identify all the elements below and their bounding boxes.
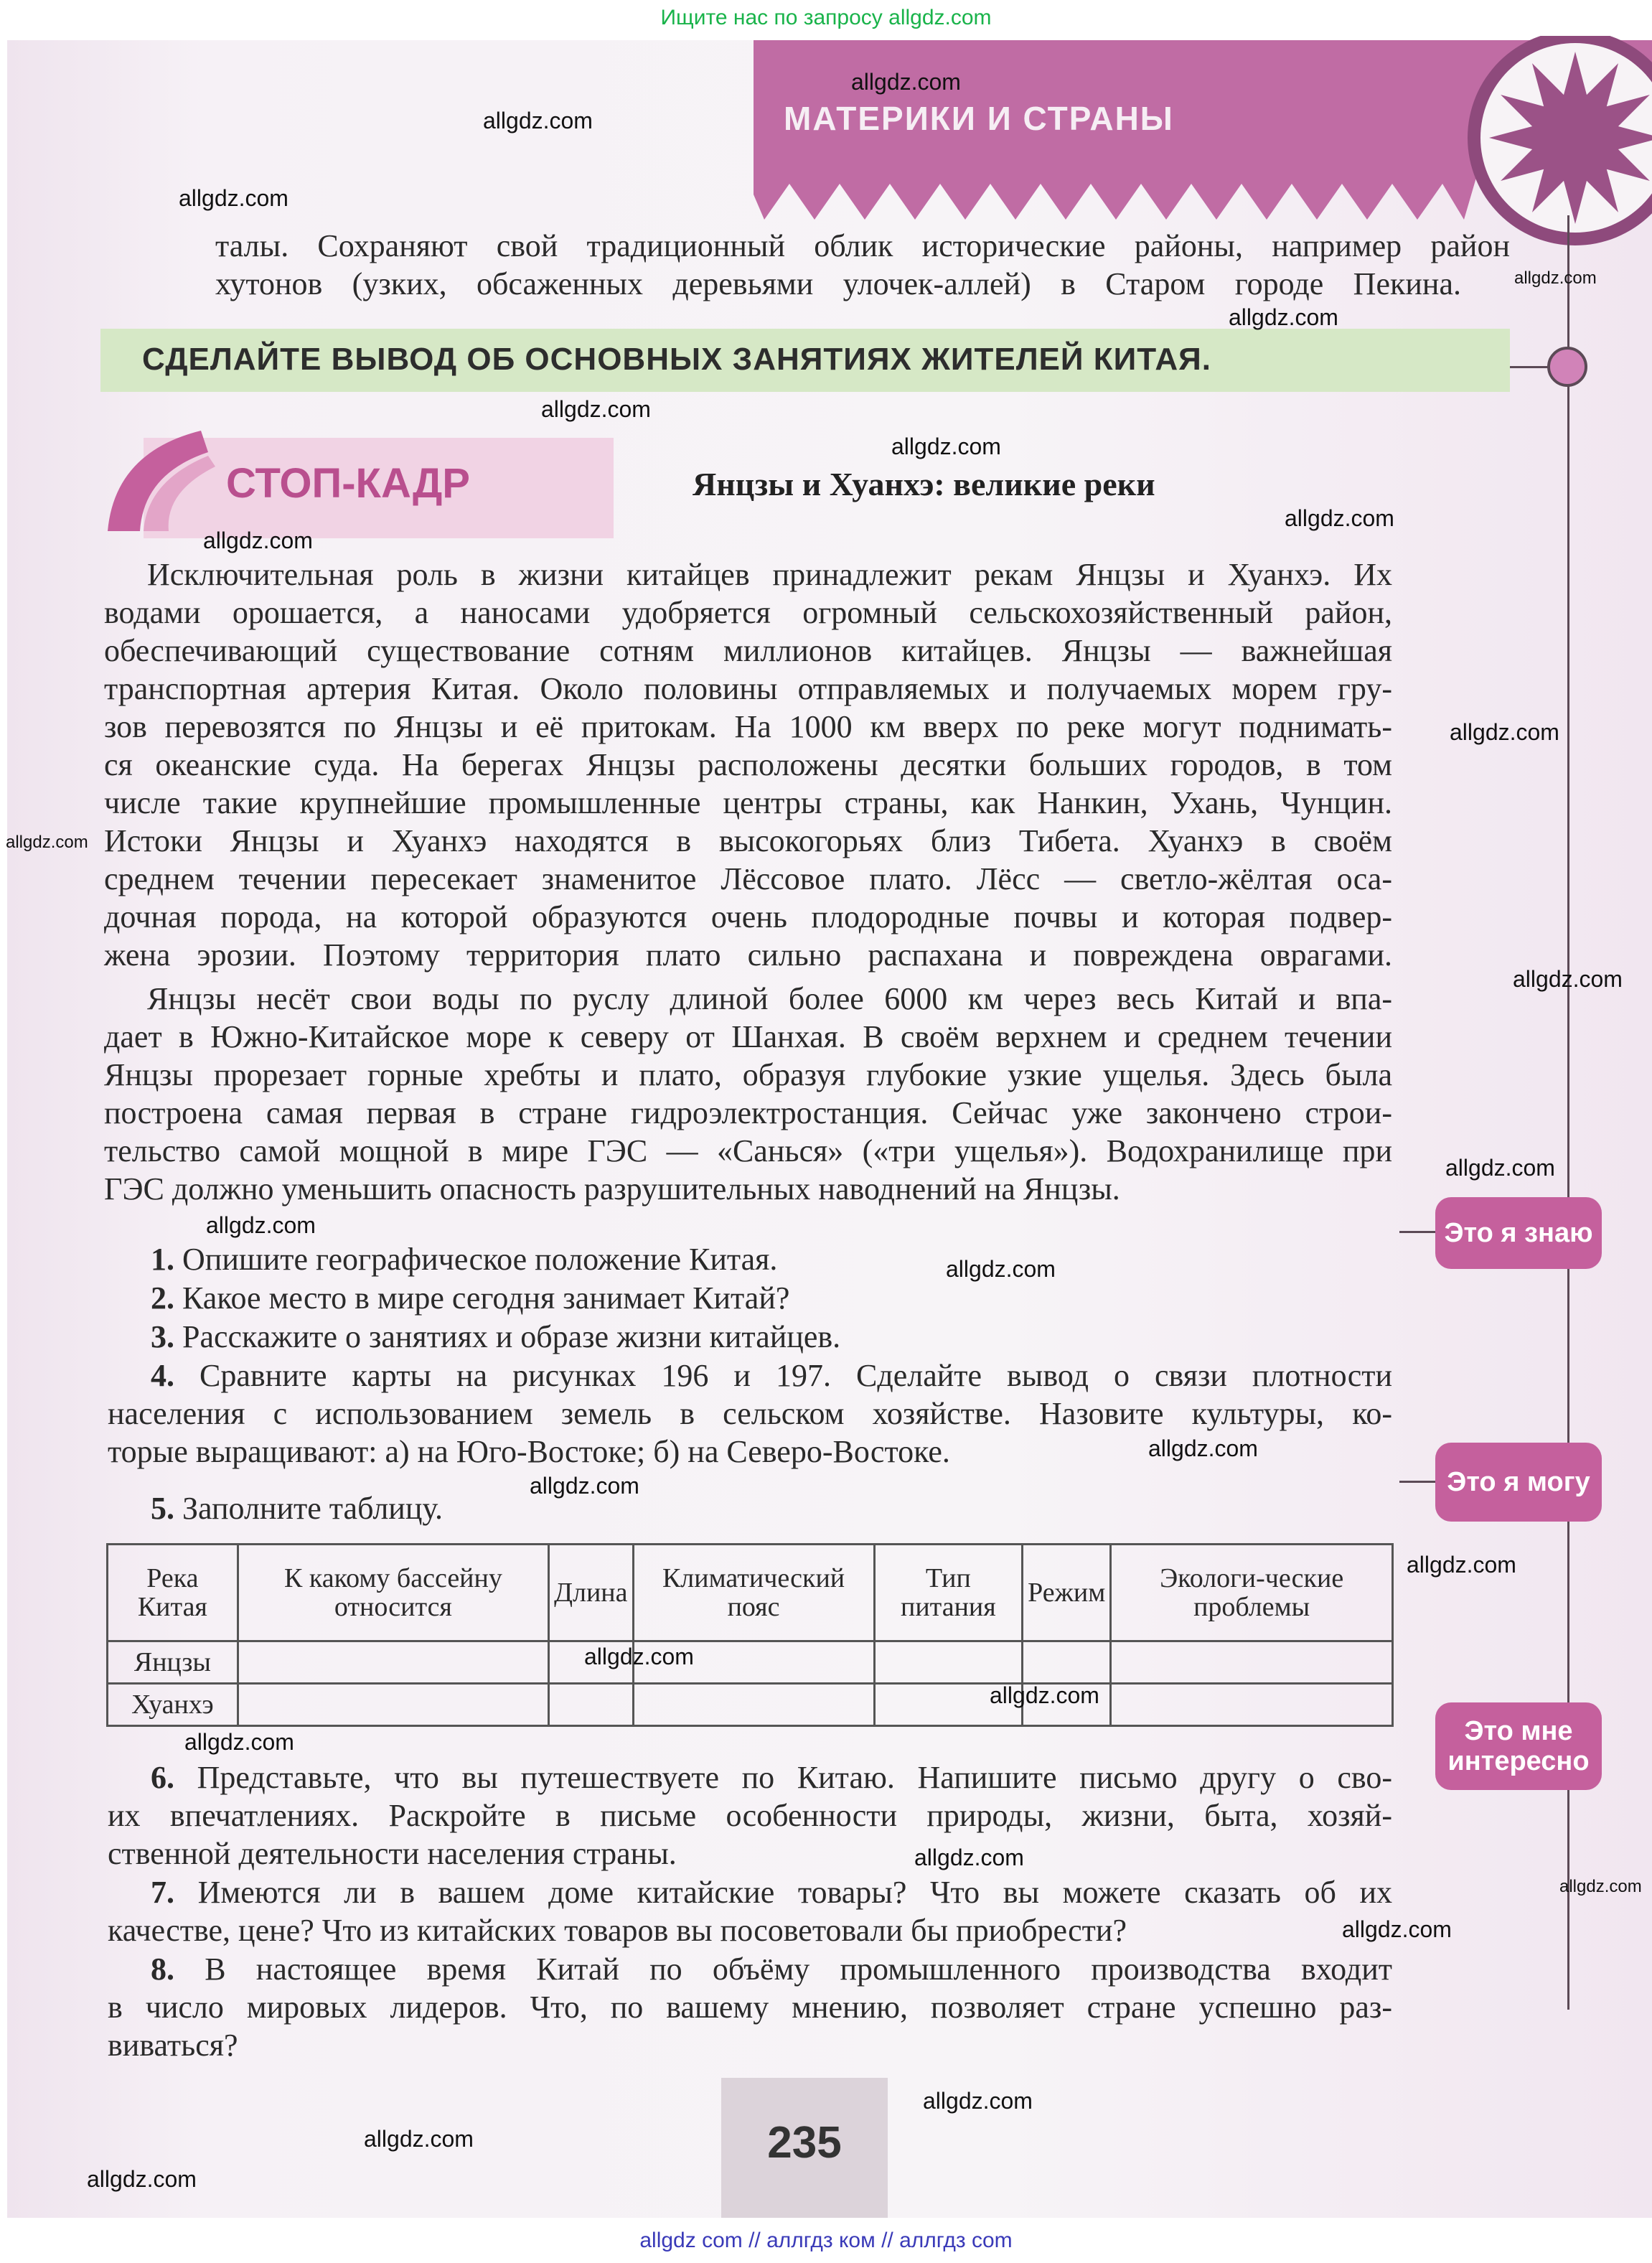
table-cell bbox=[549, 1684, 633, 1726]
task-bar bbox=[100, 329, 1510, 392]
watermark: allgdz.com bbox=[1450, 719, 1559, 745]
watermark: allgdz.com bbox=[923, 2088, 1033, 2114]
table-cell bbox=[238, 1684, 548, 1726]
table-header: Тип питания bbox=[874, 1545, 1023, 1641]
watermark: allgdz.com bbox=[1445, 1155, 1555, 1181]
paragraph-line: дает в Южно-Китайское море к северу от Шанхая. В своём верхнем и среднем течении bbox=[104, 1019, 1392, 1054]
intro-line: талы. Сохраняют свой традиционный облик исторические районы, например район bbox=[215, 228, 1510, 263]
question-text: Опишите географическое положение Китая. bbox=[182, 1242, 778, 1277]
watermark: allgdz.com bbox=[87, 2166, 197, 2192]
table-cell: Хуанхэ bbox=[108, 1684, 238, 1726]
star-emblem-icon bbox=[1450, 36, 1652, 258]
question-line bbox=[151, 1758, 1392, 1796]
page-number: 235 bbox=[767, 2118, 842, 2168]
table-header: Режим bbox=[1023, 1545, 1111, 1641]
question-line bbox=[151, 1950, 1392, 1988]
watermark: allgdz.com bbox=[179, 185, 288, 211]
question-line bbox=[108, 1835, 677, 1873]
question-line bbox=[151, 1279, 789, 1317]
chapter-title: МАТЕРИКИ И СТРАНЫ bbox=[784, 100, 1174, 137]
watermark: allgdz.com bbox=[530, 1473, 639, 1499]
tab-eto-mne-interesno[interactable]: Это мне интересно bbox=[1435, 1702, 1602, 1790]
paragraph-line: среднем течении пересекает знаменитое Лёссовое плато. Лёсс — светло-жёлтая оса- bbox=[104, 861, 1392, 896]
watermark: allgdz.com bbox=[1148, 1435, 1258, 1461]
table-header: Климатический пояс bbox=[633, 1545, 874, 1641]
paragraph-line: ГЭС должно уменьшить опасность разрушительных наводнений на Янцзы. bbox=[104, 1171, 1120, 1207]
task-bar-text: СДЕЛАЙТЕ ВЫВОД ОБ ОСНОВНЫХ ЗАНЯТИЯХ ЖИТЕЛЕЙ КИТАЯ. bbox=[142, 342, 1211, 377]
question-text: Сравните карты на рисунках 196 и 197. Сделайте вывод о связи плотности bbox=[200, 1358, 1392, 1393]
question-line bbox=[151, 1489, 443, 1527]
question-line bbox=[108, 1395, 1392, 1433]
paragraph-line: тельство самой мощной в мире ГЭС — «Санься» («три ущелья»). Водохранилище при bbox=[104, 1133, 1392, 1168]
paragraph-line: ся океанские суда. На берегах Янцзы расположены десятки больших городов, в том bbox=[104, 747, 1392, 782]
watermark: allgdz.com bbox=[6, 833, 88, 852]
tab-connector bbox=[1399, 1231, 1435, 1233]
river-table bbox=[106, 1543, 1394, 1727]
watermark: allgdz.com bbox=[946, 1256, 1056, 1282]
table-row bbox=[108, 1684, 1393, 1726]
question-line bbox=[108, 2026, 238, 2064]
watermark: allgdz.com bbox=[1559, 1877, 1642, 1896]
paragraph-line: Янцзы прорезает горные хребты и плато, образуя глубокие узкие ущелья. Здесь была bbox=[104, 1057, 1392, 1092]
question-text: Представьте, что вы путешествуете по Китаю. Напишите письмо другу о сво- bbox=[197, 1760, 1392, 1795]
footer-links[interactable]: allgdz com // аллгдз ком // аллгдз com bbox=[639, 2229, 1013, 2252]
watermark: allgdz.com bbox=[891, 434, 1001, 459]
question-number: 4. bbox=[151, 1358, 174, 1393]
question-line bbox=[151, 1873, 1392, 1911]
table-cell bbox=[238, 1641, 548, 1684]
table-header: К какому бассейну относится bbox=[238, 1545, 548, 1641]
question-text: в число мировых лидеров. Что, по вашему мнению, позволяет стране успешно раз- bbox=[108, 1990, 1392, 2025]
intro-line: хутонов (узких, обсаженных деревьями улочек-аллей) в Старом городе Пекина. bbox=[215, 266, 1461, 301]
question-number: 1. bbox=[151, 1242, 174, 1277]
watermark: allgdz.com bbox=[990, 1682, 1099, 1708]
paragraph-line: зов перевозятся по Янцзы и её притокам. На 1000 км вверх по реке могут поднимать- bbox=[104, 709, 1392, 744]
table-cell bbox=[633, 1684, 874, 1726]
paragraph-line: водами орошается, а наносами удобряется огромный сельскохозяйственный район, bbox=[104, 595, 1392, 630]
top-banner[interactable]: Ищите нас по запросу allgdz.com bbox=[660, 6, 992, 29]
watermark: allgdz.com bbox=[206, 1212, 316, 1238]
watermark: allgdz.com bbox=[364, 2126, 474, 2152]
watermark: allgdz.com bbox=[184, 1729, 294, 1755]
question-text: Имеются ли в вашем доме китайские товары? Что вы можете сказать об их bbox=[197, 1875, 1393, 1910]
question-number: 2. bbox=[151, 1280, 174, 1316]
question-text: населения с использованием земель в сельском хозяйстве. Назовите культуры, ко- bbox=[108, 1396, 1392, 1431]
question-line bbox=[108, 1796, 1392, 1835]
question-text: В настоящее время Китай по объёму промышленного производства входит bbox=[205, 1952, 1392, 1987]
watermark: allgdz.com bbox=[483, 108, 593, 133]
question-text: Заполните таблицу. bbox=[182, 1491, 443, 1526]
paragraph-line: Истоки Янцзы и Хуанхэ находятся в высокогорьях близ Тибета. Хуанхэ в своём bbox=[104, 823, 1392, 858]
table-row bbox=[108, 1641, 1393, 1684]
question-line bbox=[151, 1357, 1392, 1395]
paragraph-line: транспортная артерия Китая. Около половины отправляемых и получаемых морем гру- bbox=[104, 671, 1392, 706]
table-header: Река Китая bbox=[108, 1545, 238, 1641]
table-cell bbox=[1111, 1641, 1393, 1684]
stop-frame-label: СТОП-КАДР bbox=[226, 460, 470, 507]
watermark: allgdz.com bbox=[541, 396, 651, 422]
paragraph-line: Янцзы несёт свои воды по руслу длиной более 6000 км через весь Китай и впа- bbox=[147, 981, 1392, 1016]
paragraph-line: построена самая первая в стране гидроэлектростанция. Сейчас уже закончено строи- bbox=[104, 1095, 1392, 1130]
question-number: 7. bbox=[151, 1875, 174, 1910]
table-cell bbox=[874, 1641, 1023, 1684]
watermark: allgdz.com bbox=[1285, 505, 1394, 531]
tab-eto-ya-mogu[interactable]: Это я могу bbox=[1435, 1443, 1602, 1522]
watermark: allgdz.com bbox=[1514, 268, 1597, 288]
watermark: allgdz.com bbox=[1229, 304, 1338, 330]
paragraph-line: обеспечивающий существование сотням миллионов китайцев. Янцзы — важнейшая bbox=[104, 633, 1392, 668]
watermark: allgdz.com bbox=[1513, 966, 1623, 992]
section-title: Янцзы и Хуанхэ: великие реки bbox=[693, 466, 1155, 502]
table-header: Экологи-ческие проблемы bbox=[1111, 1545, 1393, 1641]
question-line bbox=[108, 1433, 950, 1471]
question-text: ственной деятельности населения страны. bbox=[108, 1836, 677, 1871]
paragraph-line: Исключительная роль в жизни китайцев принадлежит рекам Янцзы и Хуанхэ. Их bbox=[147, 557, 1392, 592]
paragraph-line: дочная порода, на которой образуются очень плодородные почвы и которая подвер- bbox=[104, 899, 1392, 934]
question-text: виваться? bbox=[108, 2028, 238, 2063]
question-text: Расскажите о занятиях и образе жизни китайцев. bbox=[182, 1319, 841, 1354]
watermark: allgdz.com bbox=[1407, 1552, 1516, 1578]
question-text: торые выращивают: а) на Юго-Востоке; б) на Северо-Востоке. bbox=[108, 1434, 950, 1469]
timeline-dot bbox=[1547, 347, 1587, 387]
tab-connector bbox=[1399, 1481, 1435, 1483]
question-text: Какое место в мире сегодня занимает Китай? bbox=[182, 1280, 790, 1316]
table-header-row bbox=[108, 1545, 1393, 1641]
paragraph-line: числе такие крупнейшие промышленные центры страны, как Нанкин, Ухань, Чунцин. bbox=[104, 785, 1392, 820]
watermark: allgdz.com bbox=[851, 69, 961, 95]
table-cell: Янцзы bbox=[108, 1641, 238, 1684]
question-line bbox=[151, 1318, 840, 1356]
tab-eto-ya-znayu[interactable]: Это я знаю bbox=[1435, 1197, 1602, 1269]
watermark: allgdz.com bbox=[203, 528, 313, 553]
question-number: 5. bbox=[151, 1491, 174, 1526]
watermark: allgdz.com bbox=[1342, 1916, 1452, 1942]
paragraph-line: жена эрозии. Поэтому территория плато сильно распахана и повреждена оврагами. bbox=[104, 937, 1392, 973]
question-line bbox=[151, 1240, 777, 1278]
table-cell bbox=[1023, 1641, 1111, 1684]
watermark: allgdz.com bbox=[584, 1644, 694, 1669]
table-header: Длина bbox=[549, 1545, 633, 1641]
question-number: 6. bbox=[151, 1760, 174, 1795]
question-text: их впечатлениях. Раскройте в письме особенности природы, жизни, быта, хозяй- bbox=[108, 1798, 1392, 1833]
question-text: качестве, цене? Что из китайских товаров вы посоветовали бы приобрести? bbox=[108, 1913, 1127, 1948]
watermark: allgdz.com bbox=[914, 1845, 1024, 1870]
question-line bbox=[108, 1988, 1392, 2026]
question-number: 3. bbox=[151, 1319, 174, 1354]
question-line bbox=[108, 1911, 1127, 1949]
table-cell bbox=[1111, 1684, 1393, 1726]
question-number: 8. bbox=[151, 1952, 174, 1987]
